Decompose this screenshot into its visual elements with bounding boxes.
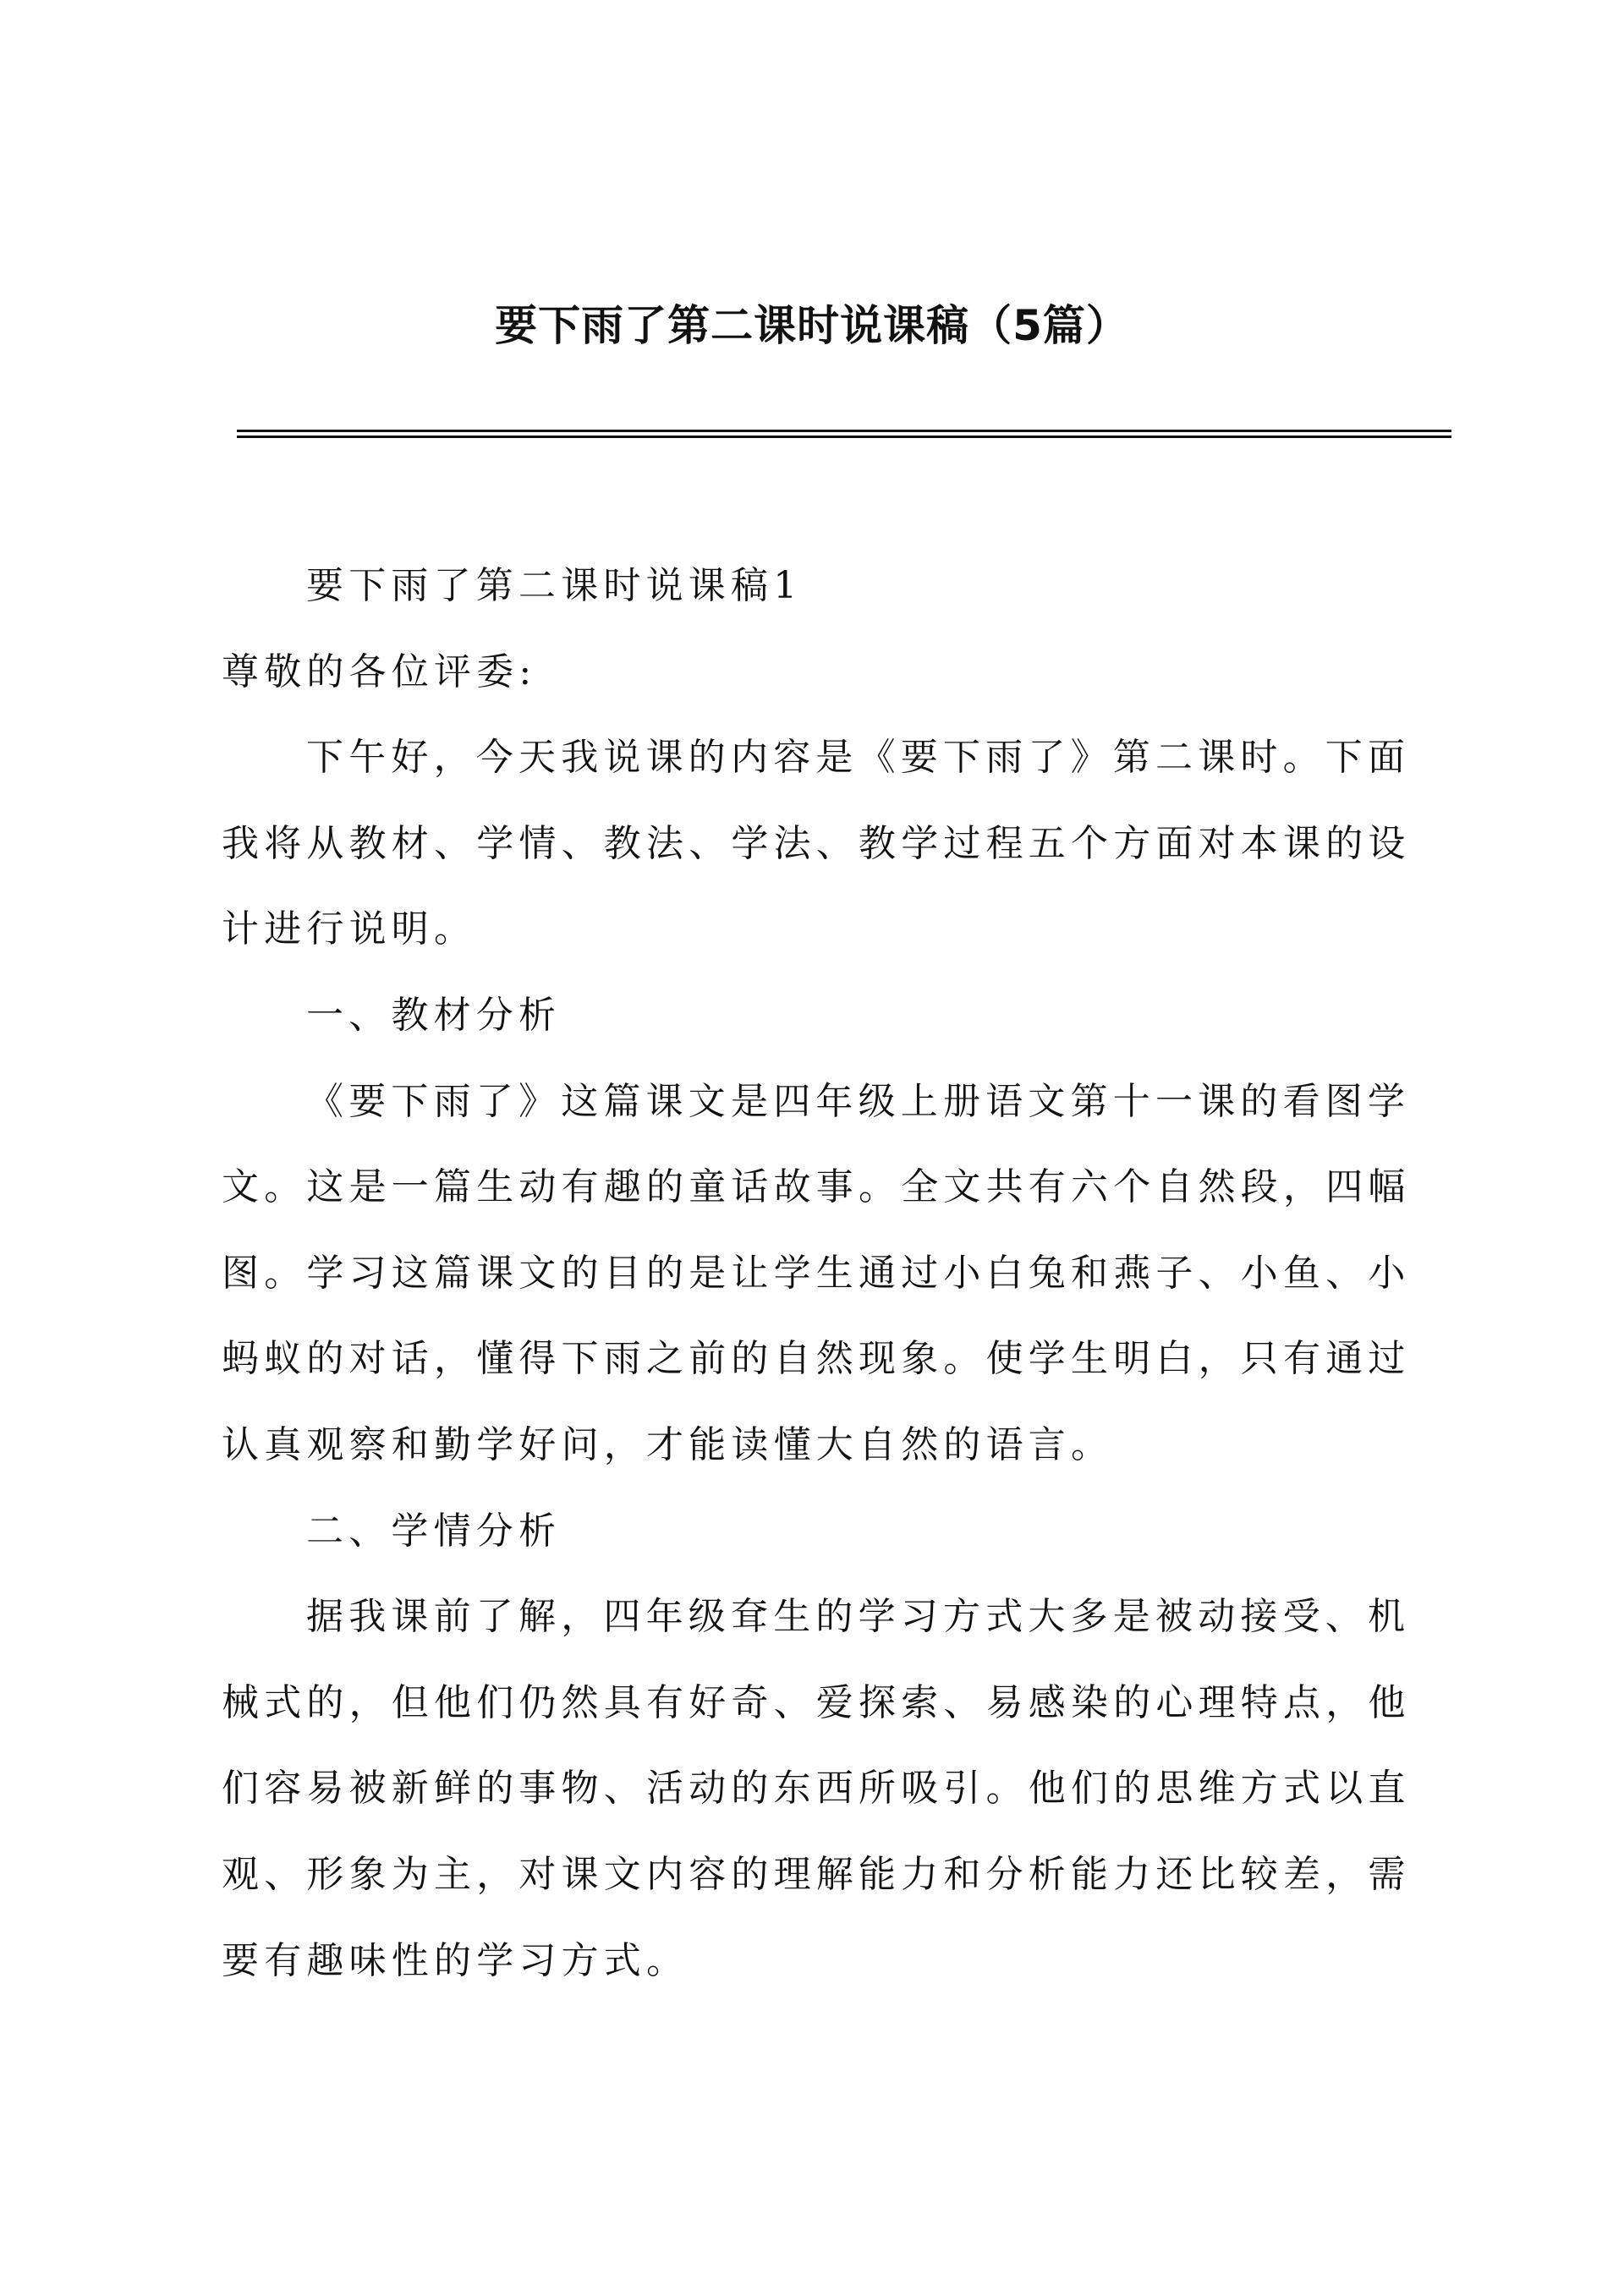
paragraph-line: 械式的，但他们仍然具有好奇、爱探索、易感染的心理特点，他: [222, 1680, 1411, 1724]
paragraph-line: 计进行说明。: [222, 907, 477, 951]
paragraph-line: 要有趣味性的学习方式。: [222, 1938, 689, 1982]
paragraph-line: 观、形象为主，对课文内容的理解能力和分析能力还比较差，需: [222, 1853, 1411, 1896]
paragraph-line: 我将从教材、学情、教法、学法、教学过程五个方面对本课的设: [222, 821, 1411, 865]
paragraph-line: 们容易被新鲜的事物、活动的东西所吸引。他们的思维方式以直: [222, 1767, 1411, 1811]
paragraph-line: 尊敬的各位评委:: [222, 649, 537, 693]
paragraph-line: 下午好，今天我说课的内容是《要下雨了》第二课时。下面: [306, 736, 1411, 780]
paragraph-line: 据我课前了解，四年级耷生的学习方式大多是被动接受、机: [306, 1595, 1411, 1639]
section-heading: 要下雨了第二课时说课稿1: [306, 564, 803, 607]
paragraph-line: 认真观察和勤学好问，才能读懂大自然的语言。: [222, 1423, 1114, 1466]
title-double-rule: [237, 430, 1451, 438]
document-title: 要下雨了第二课时说课稿（5篇）: [495, 301, 1129, 350]
paragraph-line: 文。这是一篇生动有趣的童话故事。全文共有六个自然段，四幅: [222, 1165, 1411, 1209]
paragraph-line: 《要下雨了》这篇课文是四年级上册语文第十一课的看图学: [306, 1079, 1411, 1123]
paragraph-line: 二、学情分析: [306, 1509, 562, 1553]
paragraph-line: 图。学习这篇课文的目的是让学生通过小白兔和燕子、小鱼、小: [222, 1251, 1411, 1295]
paragraph-line: 蚂蚁的对话，懂得下雨之前的自然现象。使学生明白，只有通过: [222, 1337, 1411, 1381]
paragraph-line: 一、教材分析: [306, 994, 562, 1037]
